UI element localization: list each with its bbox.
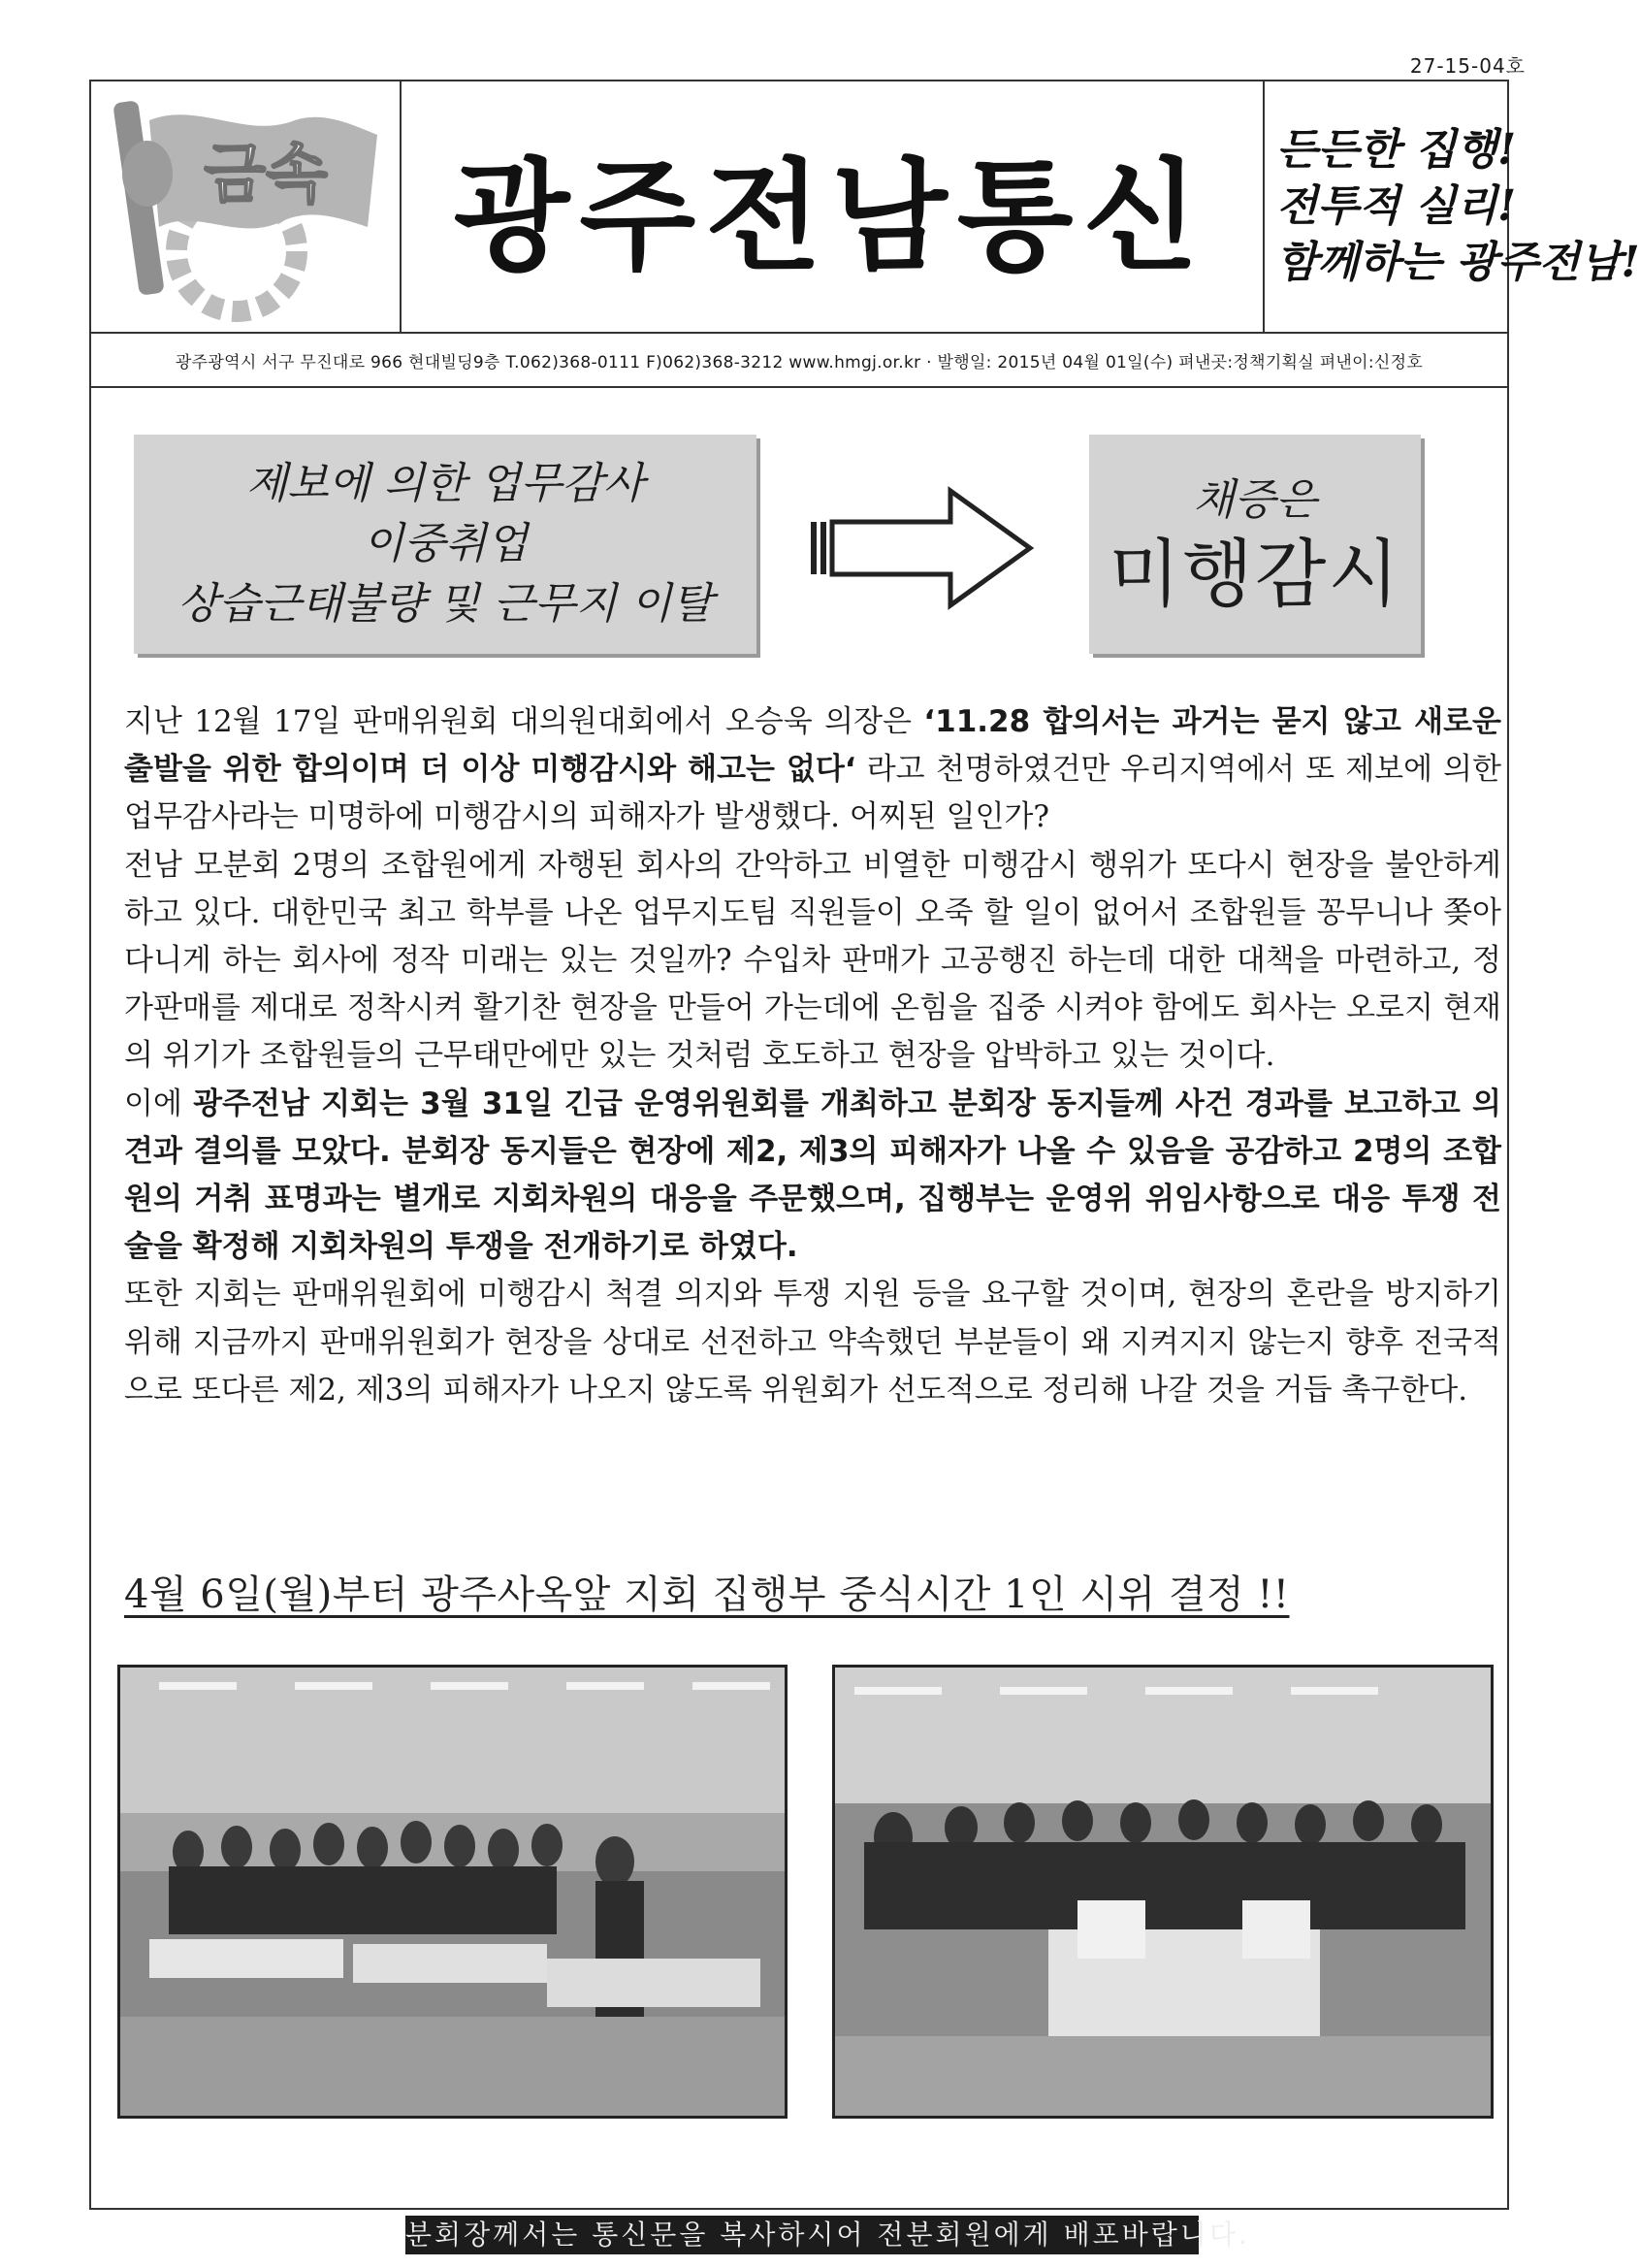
publisher-info-bar: 광주광역시 서구 무진대로 966 현대빌딩9층 T.062)368-0111 F)062)368-3212 www.hmgj.or.kr · 발행일: 2015년 04월 01일(수) 펴낸곳:정책기획실 펴낸이:신정호 <box>89 334 1509 388</box>
distribution-notice: 분회장께서는 통신문을 복사하시어 전분회원에게 배포바랍니다. <box>405 2216 1199 2254</box>
article-text: 라고 천명하였건만 우리지역에서 또 제보에 의한 업무감사라는 미명하에 미행감시의 피해자가 발생했다. 어찌된 일인가? <box>124 752 1501 835</box>
newsletter-title: 광주전남통신 <box>453 146 1209 287</box>
article-paragraph <box>124 698 1501 842</box>
article-body <box>124 698 1501 1414</box>
union-logo <box>91 81 402 332</box>
flag-gear-icon <box>91 81 400 332</box>
masthead-title-cell <box>400 81 1265 332</box>
issue-number: 27-15-04호 <box>1409 54 1526 78</box>
surveillance-banner <box>1089 435 1421 654</box>
right-arrow-icon <box>805 485 1038 611</box>
article-text: 지난 12월 17일 판매위원회 대의원대회에서 오승욱 의장은 <box>124 704 924 739</box>
article-bold-text: 광주전남 지회는 3월 31일 긴급 운영위원회를 개최하고 분회장 동지들께 사건 경과를 보고하고 의견과 결의를 모았다. 분회장 동지들은 현장에 제2, 제3의 피해자가 나올 수 있음을 공감하고 2명의 조합원의 거취 표명과는 별개로 지회차원의 대응을 주문했으며, 집행부는 운영위 위임사항으로 대응 투쟁 전술을 확정해 지회차원의 투쟁을 전개하기로 하였다. <box>124 1085 1501 1265</box>
protest-headline: 4월 6일(월)부터 광주사옥앞 지회 집행부 중식시간 1인 시위 결정 !! <box>124 1572 1290 1617</box>
slogan-line: 든든한 집행! <box>1276 125 1517 175</box>
article-paragraph: 전남 모분회 2명의 조합원에게 자행된 회사의 간악하고 비열한 미행감시 행위가 또다시 현장을 불안하게 하고 있다. 대한민국 최고 학부를 나온 업무지도팀 직원들이 오죽 할 일이 없어서 조합원들 꽁무니나 쫒아다니게 하는 회사에 정작 미래는 있는 것일까? 수입차 판매가 고공행진 하는데 대한 대책을 마련하고, 정가판매를 제대로 정착시켜 활기찬 현장을 만들어 가는데에 온힘을 집중 시켜야 함에도 회사는 오로지 현재의 위기가 조합원들의 근무태만에만 있는 것처럼 호도하고 현장을 압박하고 있는 것이다. <box>124 847 1501 1074</box>
meeting-room-image <box>120 1668 785 2116</box>
banner-small-line: 채증은 <box>1193 475 1317 525</box>
banner-line: 상습근태불량 및 근무지 이탈 <box>177 579 713 629</box>
article-paragraph <box>124 1081 1501 1272</box>
article-paragraph: 또한 지회는 판매위원회에 미행감시 척결 의지와 투쟁 지원 등을 요구할 것이며, 현장의 혼란을 방지하기위해 지금까지 판매위원회가 현장을 상대로 선전하고 약속했던 부분들이 왜 지켜지지 않는지 향후 전국적으로 또다른 제2, 제3의 피해자가 나오지 않도록 위원회가 선도적으로 정리해 나갈 것을 거듭 촉구한다. <box>124 1277 1501 1408</box>
meeting-photo-right <box>832 1665 1494 2119</box>
banner-line: 제보에 의한 업무감사 <box>245 459 645 508</box>
slogan-line: 함께하는 광주전남! <box>1276 238 1640 287</box>
logo-text: 금속 <box>204 137 328 211</box>
masthead <box>89 80 1640 334</box>
banner-line: 이중취업 <box>362 519 528 568</box>
article-text: 이에 <box>124 1085 194 1121</box>
article-bold-text: ‘11.28 합의서는 과거는 묻지 않고 새로운 출발을 위한 합의이며 더 이상 미행감시와 해고는 없다‘ <box>124 704 1501 788</box>
office-meeting-image <box>835 1668 1491 2116</box>
slogan-line: 전투적 실리! <box>1276 181 1517 231</box>
meeting-photo-left <box>117 1665 788 2119</box>
banner-big-line: 미행감시 <box>1109 531 1401 617</box>
slogan-block <box>1263 81 1640 332</box>
audit-reasons-banner <box>134 435 756 654</box>
